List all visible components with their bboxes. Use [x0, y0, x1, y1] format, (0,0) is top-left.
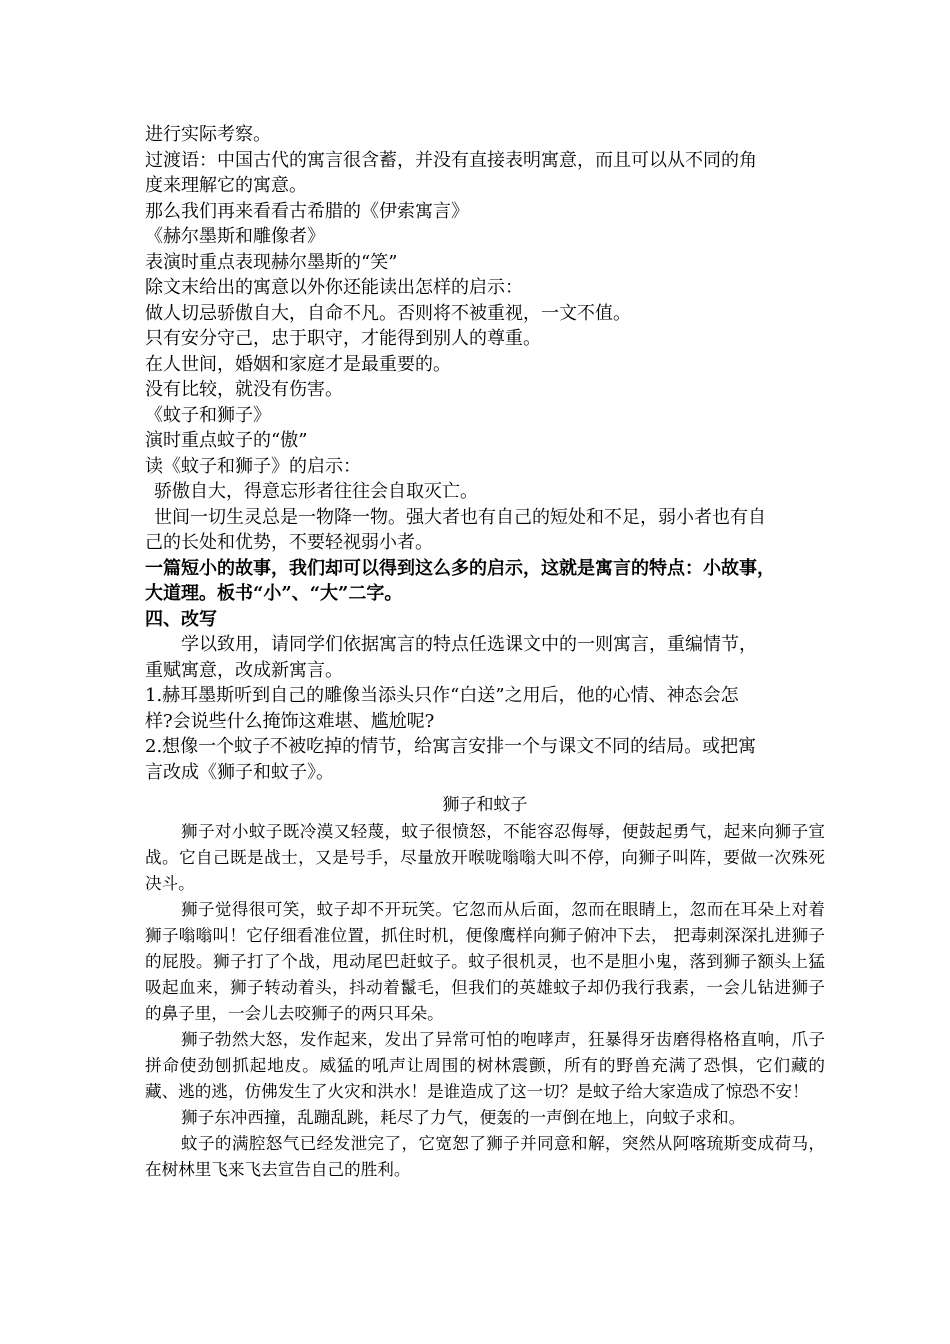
moral-line: 世间一切生灵总是一物降一物。强大者也有自己的短处和不足，弱小者也有自: [154, 506, 766, 528]
fable-title-hermes: 《赫尔墨斯和雕像者》: [145, 226, 325, 247]
moral-line: 己的长处和优势，不要轻视弱小者。: [145, 532, 433, 553]
moral-line: 没有比较，就没有伤害。: [145, 379, 343, 400]
task-item-1: 1.赫耳墨斯听到自己的雕像当添头只作“白送”之用后，他的心情、神态会怎: [145, 685, 739, 706]
text-line: 读《蚊子和狮子》的启示：: [145, 455, 361, 477]
text-line: 重赋寓意，改成新寓言。: [145, 659, 343, 681]
story-body: [145, 819, 825, 1183]
moral-line: 只有安分守己，忠于职守，才能得到别人的尊重。: [145, 328, 541, 349]
section-heading: 四、改写: [145, 608, 217, 630]
moral-line: 在人世间，婚姻和家庭才是最重要的。: [145, 353, 451, 375]
story-paragraph: 狮子觉得很可笑，蚊子却不开玩笑。它忽而从后面，忽而在眼睛上，忽而在耳朵上对着狮子嗡嗡叫！它仔细看准位置，抓住时机，便像鹰样向狮子俯冲下去， 把毒刺深深扎进狮子的屁股。狮子打了个战，甩动尾巴赶蚊子。蚊子很机灵，也不是胆小鬼，落到狮子额头上猛吸起血来，狮子转动着头，抖动着鬣毛，但我们的英雄蚊子却仍我行我素，一会儿钻进狮子的鼻子里，一会儿去咬狮子的两只耳朵。: [145, 900, 825, 1023]
transition-line: 过渡语：中国古代的寓言很含蓄，并没有直接表明寓意，而且可以从不同的角: [145, 149, 757, 171]
story-paragraph: 狮子东冲西撞，乱蹦乱跳，耗尽了力气，便轰的一声倒在地上，向蚊子求和。: [181, 1108, 746, 1127]
moral-line: 做人切忌骄傲自大，自命不凡。否则将不被重视，一文不值。: [145, 302, 631, 324]
text-line: 那么我们再来看看古希腊的《伊索寓言》: [145, 200, 469, 222]
text-line: 学以致用，请同学们依据寓言的特点任选课文中的一则寓言，重编情节，: [181, 634, 757, 655]
text-line: 演时重点蚊子的“傲”: [145, 430, 308, 451]
story-paragraph: 狮子对小蚊子既冷漠又轻蔑，蚊子很愤怒，不能容忍侮辱，便鼓起勇气，起来向狮子宣战。它自己既是战士，又是号手，尽量放开喉咙嗡嗡大叫不停，向狮子叫阵，要做一次殊死决斗。: [145, 822, 825, 893]
task-item-2-cont: 言改成《狮子和蚊子》。: [145, 761, 334, 783]
fable-title-mosquito: 《蚊子和狮子》: [145, 404, 271, 426]
summary-line: 一篇短小的故事，我们却可以得到这么多的启示，这就是寓言的特点：小故事，: [145, 557, 775, 579]
task-item-2: 2.想像一个蚊子不被吃掉的情节，给寓言安排一个与课文不同的结局。或把寓: [145, 736, 757, 757]
moral-line: 骄傲自大，得意忘形者往往会自取灭亡。: [154, 481, 478, 502]
story-title: 狮子和蚊子: [442, 795, 528, 815]
text-line: 除文末给出的寓意以外你还能读出怎样的启示：: [145, 277, 523, 298]
story-paragraph: 狮子勃然大怒，发作起来，发出了异常可怕的咆哮声，狂暴得牙齿磨得格格直响，爪子拼命使劲刨抓起地皮。威猛的吼声让周围的树林震颤，所有的野兽充满了恐惧，它们藏的藏、逃的逃，仿佛发生了火灾和洪水！是谁造成了这一切？是蚊子给大家造成了惊恐不安！: [145, 1030, 825, 1101]
text-line: 进行实际考察。: [145, 124, 271, 145]
document-body: [145, 122, 825, 1183]
summary-line: 大道理。板书“小”、“大”二字。: [145, 583, 403, 604]
text-line: 表演时重点表现赫尔墨斯的“笑”: [145, 251, 398, 273]
task-item-1-cont: 样?会说些什么掩饰这难堪、尴尬呢?: [145, 710, 435, 732]
story-paragraph: 蚊子的满腔怒气已经发泄完了，它宽恕了狮子并同意和解，突然从阿喀琉斯变成荷马，在树林里飞来飞去宣告自己的胜利。: [145, 1134, 825, 1179]
text-line: 度来理解它的寓意。: [145, 175, 307, 196]
